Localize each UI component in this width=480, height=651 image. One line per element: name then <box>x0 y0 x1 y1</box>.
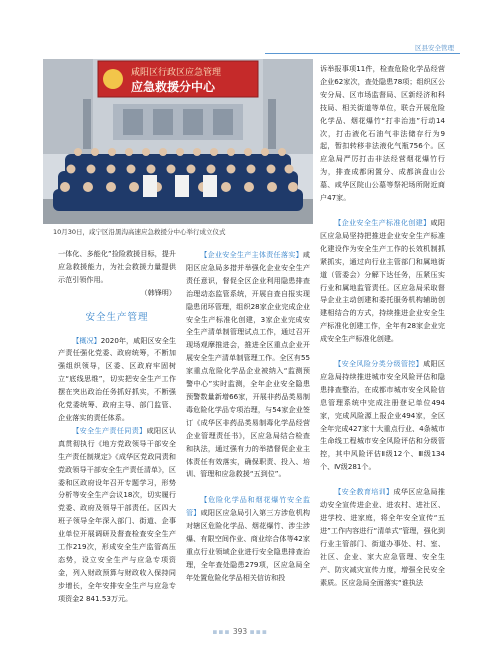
column-2 <box>186 249 310 585</box>
responsibility-tag: 【安全生产责任同责】 <box>72 425 147 435</box>
risk-text: 咸阳区应急局持续推进城市安全风险评估和隐患排查整治，在成都市城市安全风险信息管理系统中完成注册登记单位494家，完成风险源上报企业494家，全区全年完成427家十大重点行业、4条城市生命线工程城市安全风险评估和分级管控，其中风险评估Ⅱ级12个、Ⅲ级134个、Ⅳ级281个。 <box>320 359 446 472</box>
training-text: 成华区应急局推动安全宣传进企业、进农村、进社区、进学校、进家庭，将全年安全宣传“五进”工作内容进行“清单式”管理，强化到行业主管部门、街道办事处、村、室、社区、企业、家大应急管理、安全生产、防灾减灾宣传力度，增强全民安全素质。区应急局全面落实“谁执法 <box>320 487 446 587</box>
training-tag: 【安全教育培训】 <box>334 487 394 497</box>
column-1 <box>58 248 176 606</box>
photo-illustration <box>43 59 313 224</box>
lead-paragraph: 一体化、多能化”​捡险救援目标，提升应急救援能力，为社会救援力量提供示范引领作用。 <box>58 249 176 284</box>
sign-line-1: 咸阳区行政区应急管理 <box>131 68 222 78</box>
decor-right: ▪▪▪ <box>249 627 268 636</box>
paragraph-enterprise <box>186 249 310 481</box>
overview-text: 2020年，咸阳区安全生产责任强化党委、政府统筹，不断加强组织领导，区委、区政府牢固树立“底线思维”，切实把安全生产工作摆在突出政治任务抓好抓实，不断强化党委统筹、政府主导、部门监管、企业落实的责任体系。 <box>58 335 177 422</box>
paragraph-training <box>320 486 445 589</box>
enterprise-text: 咸阳区应急局多措并举强化企业安全生产责任意识，督促全区企业利用隐患排查治理动态监管系统，开展自查自报实现隐患闭环管理，组织28家企业完成企业安全生产标准化创建，3家企业完成安全生产清单制管理试点工作，通过召开现场观摩推进会，推进全区重点企业开展安全生产清单制管理工作。全区有55家重点危险化学品企业被纳入“监测预警中心”实时监测，全年企业安全隐患预警数量新增66家，开展非药品类易制毒危险化学品专项治理，与54家企业签订《成华区非药品类易制毒化学品经营企业管理责任书》，区应急局结合检查和执法，通过强有力的举措督促企业主体责任有效落实，确保职责、投入、培训、管理和应急救援“五到位”。 <box>186 250 310 479</box>
header-rule <box>265 53 460 54</box>
paragraph-hazchem <box>186 494 310 584</box>
risk-tag: 【安全风险分类分级管控】 <box>334 359 424 369</box>
paragraph-continued: 诉举报事项11件，检查危险化学品经营企业62家次，查处隐患78项；组织区公安分局、区市场监督局、区新经济和科技局、相关街道等单位，联合开展危险化学品、烟花爆竹“打非治违”行动14次，打击液化石油气非法储存行为9起，暂扣转移非法液化气瓶756个。区应急局严厉打击非法经营烟花爆竹行为，排查成都闲置分、成都滨盘山公墓、咸华区院山公墓等祭祀场所附近商户47家。 <box>320 64 445 203</box>
decor-left: ▪▪▪ <box>212 627 231 636</box>
paragraph-responsibility <box>58 425 176 606</box>
photo-caption: 10月30日，咸宁区沿黑沟高速应急救援分中心举行成立仪式 <box>53 228 226 236</box>
column-3 <box>320 63 445 589</box>
paragraph-overview <box>58 335 176 425</box>
paragraph-standardization <box>320 217 445 346</box>
section-title: 安全生产管理 <box>85 311 149 323</box>
event-photo <box>43 59 313 224</box>
responsibility-text: 咸阳区认真贯彻执行《地方党政领导干部安全生产责任制规定》《成华区党政同责和党政领导干部安全生产责任清单》，区委和区政府设年召开专题学习，形势分析等安全生产会议18次，切实履行党委、政府及领导干部责任。区四大班子领导全年深入部门、街道、企事业单位开展调研及督查检查安全生产工作219次，形成安全生产监管高压态势，设立安全生产与应急专项资金，列入财政预算与财政收入保持同步增长，全年安排安全生产与应急专项资金2 841.53万元。 <box>58 425 177 603</box>
overview-tag: 【概况】 <box>72 335 101 345</box>
author-signature: （韩锋明） <box>140 287 176 297</box>
page-number: 393 <box>232 627 248 636</box>
page-number-footer <box>0 627 480 636</box>
standardization-tag: 【企业安全生产标准化创建】 <box>334 217 431 227</box>
running-header: 区县安全管理 <box>415 44 454 52</box>
hazchem-tag: 【危险化学品和烟花爆竹安全监管】 <box>186 495 310 518</box>
paragraph-risk <box>320 358 445 474</box>
enterprise-tag: 【企业安全生产主体责任落实】 <box>200 250 303 259</box>
standardization-text: 咸阳区应急局坚持把推进企业安全生产标准化建设作为安全生产工作的长效机制抓紧抓实，通过向行业主管部门和属地街道（管委会）分解下达任务，压紧压实行业和属地监管责任。区应急局采取督导企业主动创建和委托服务机构辅助创建相结合的方式，持续推进企业安全生产标准化创建工作，全年有28家企业完成安全生产标准化创建。 <box>320 217 446 344</box>
hazchem-text: 咸阳区应急局引入第三方涉危机构对辖区危险化学品、烟花爆竹、涉尘涉爆、有限空间作业、商业综合体等42家重点行业领域企业进行安全隐患排查治理，全年查处隐患279项，区应急局全年处置危险化学品相关信访和投 <box>186 508 311 582</box>
sign-line-2: 应急救援分中心 <box>131 80 216 94</box>
